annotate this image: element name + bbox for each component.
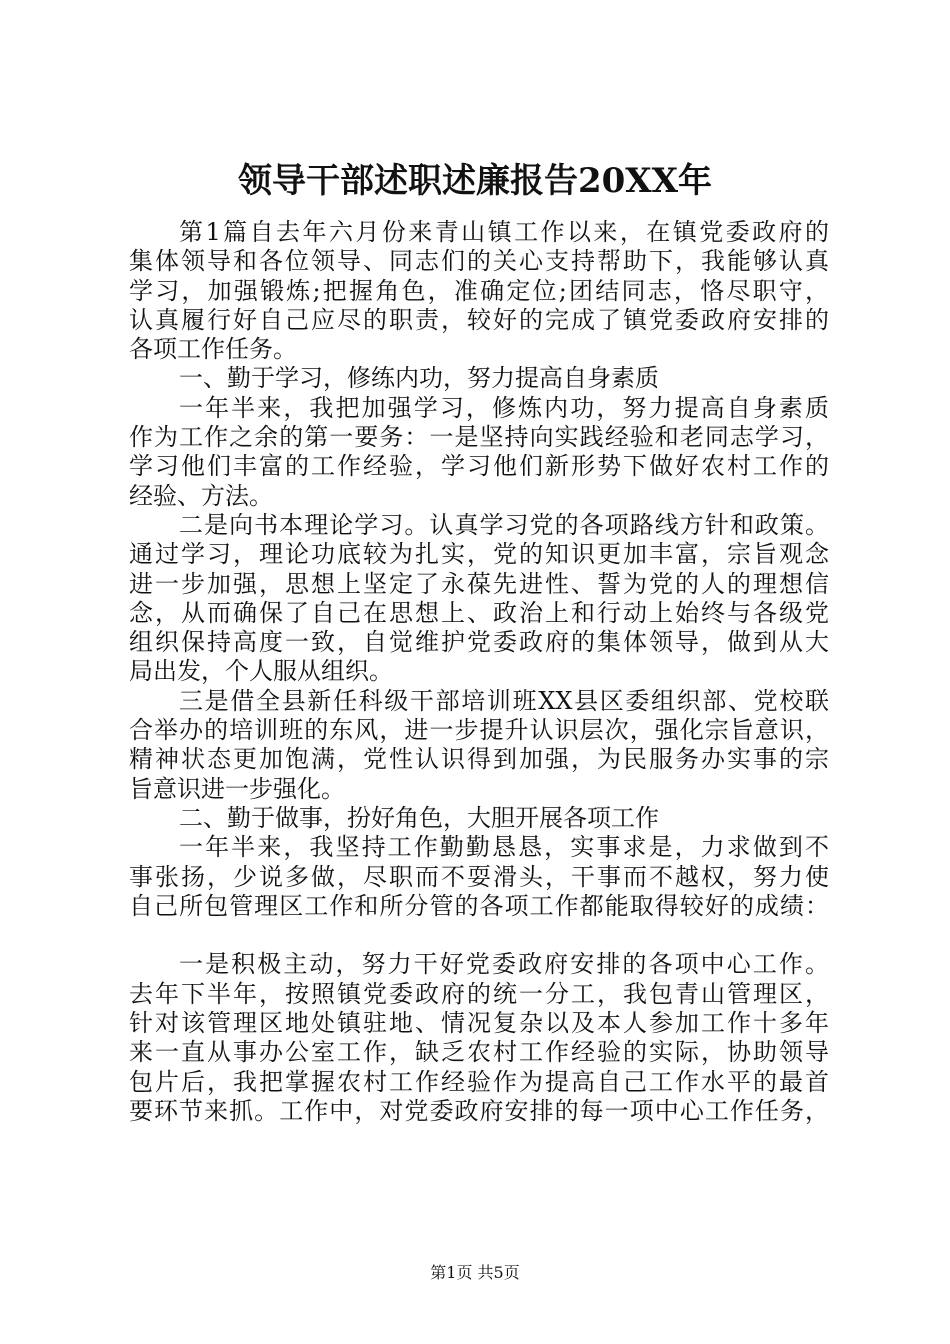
- document-body: [129, 218, 829, 1126]
- text-line: 局出发，个人服从组织。: [129, 657, 393, 686]
- text-line: 二、勤于做事，扮好角色，大胆开展各项工作: [179, 803, 659, 832]
- text-line: 事张扬，少说多做，尽职而不耍滑头，干事而不越权，努力使: [129, 862, 829, 891]
- text-line: 针对该管理区地处镇驻地、情况复杂以及本人参加工作十多年: [129, 1009, 829, 1038]
- text-line: 集体领导和各位领导、同志们的关心支持帮助下，我能够认真: [129, 247, 829, 276]
- page-footer: 第1页 共5页: [430, 1263, 520, 1282]
- text-line: 念，从而确保了自己在思想上、政治上和行动上始终与各级党: [129, 598, 829, 627]
- text-line: 自己所包管理区工作和所分管的各项工作都能取得较好的成绩：: [129, 891, 829, 920]
- text-line: 二是向书本理论学习。认真学习党的各项路线方针和政策。: [179, 510, 829, 539]
- text-line: 一是积极主动，努力干好党委政府安排的各项中心工作。: [179, 950, 829, 979]
- text-line: 组织保持高度一致，自觉维护党委政府的集体领导，做到从大: [129, 628, 829, 657]
- text-line: 学习，加强锻炼;把握角色，准确定位;团结同志，恪尽职守，: [129, 276, 829, 305]
- text-line: 精神状态更加饱满，党性认识得到加强，为民服务办实事的宗: [129, 745, 829, 774]
- text-line: 学习他们丰富的工作经验，学习他们新形势下做好农村工作的: [129, 452, 829, 481]
- text-line: 各项工作任务。: [129, 335, 297, 364]
- text-line: 来一直从事办公室工作，缺乏农村工作经验的实际，协助领导: [129, 1038, 829, 1067]
- text-line: 合举办的培训班的东风，进一步提升认识层次，强化宗旨意识，: [129, 716, 829, 745]
- text-line: 要环节来抓。工作中，对党委政府安排的每一项中心工作任务，: [129, 1096, 829, 1125]
- text-line: 三是借全县新任科级干部培训班XX县区委组织部、党校联: [179, 686, 829, 715]
- blank-line: [129, 921, 829, 950]
- text-line: 作为工作之余的第一要务：一是坚持向实践经验和老同志学习，: [129, 423, 829, 452]
- text-line: 认真履行好自己应尽的职责，较好的完成了镇党委政府安排的: [129, 305, 829, 334]
- text-line: 经验、方法。: [129, 481, 273, 510]
- text-line: 一年半来，我把加强学习，修炼内功，努力提高自身素质: [179, 393, 829, 422]
- document-title: 领导干部述职述廉报告20XX年: [237, 161, 713, 201]
- text-line: 去年下半年，按照镇党委政府的统一分工，我包青山管理区，: [129, 979, 829, 1008]
- text-line: 一、勤于学习，修练内功，努力提高自身素质: [179, 364, 659, 393]
- text-line: 第1篇自去年六月份来青山镇工作以来，在镇党委政府的: [179, 218, 829, 246]
- text-line: 包片后，我把掌握农村工作经验作为提高自己工作水平的最首: [129, 1067, 829, 1096]
- text-line: 一年半来，我坚持工作勤勤恳恳，实事求是，力求做到不: [179, 833, 829, 862]
- text-line: 旨意识进一步强化。: [129, 774, 345, 803]
- text-line: 进一步加强，思想上坚定了永葆先进性、誓为党的人的理想信: [129, 569, 829, 598]
- text-line: 通过学习，理论功底较为扎实，党的知识更加丰富，宗旨观念: [129, 540, 829, 569]
